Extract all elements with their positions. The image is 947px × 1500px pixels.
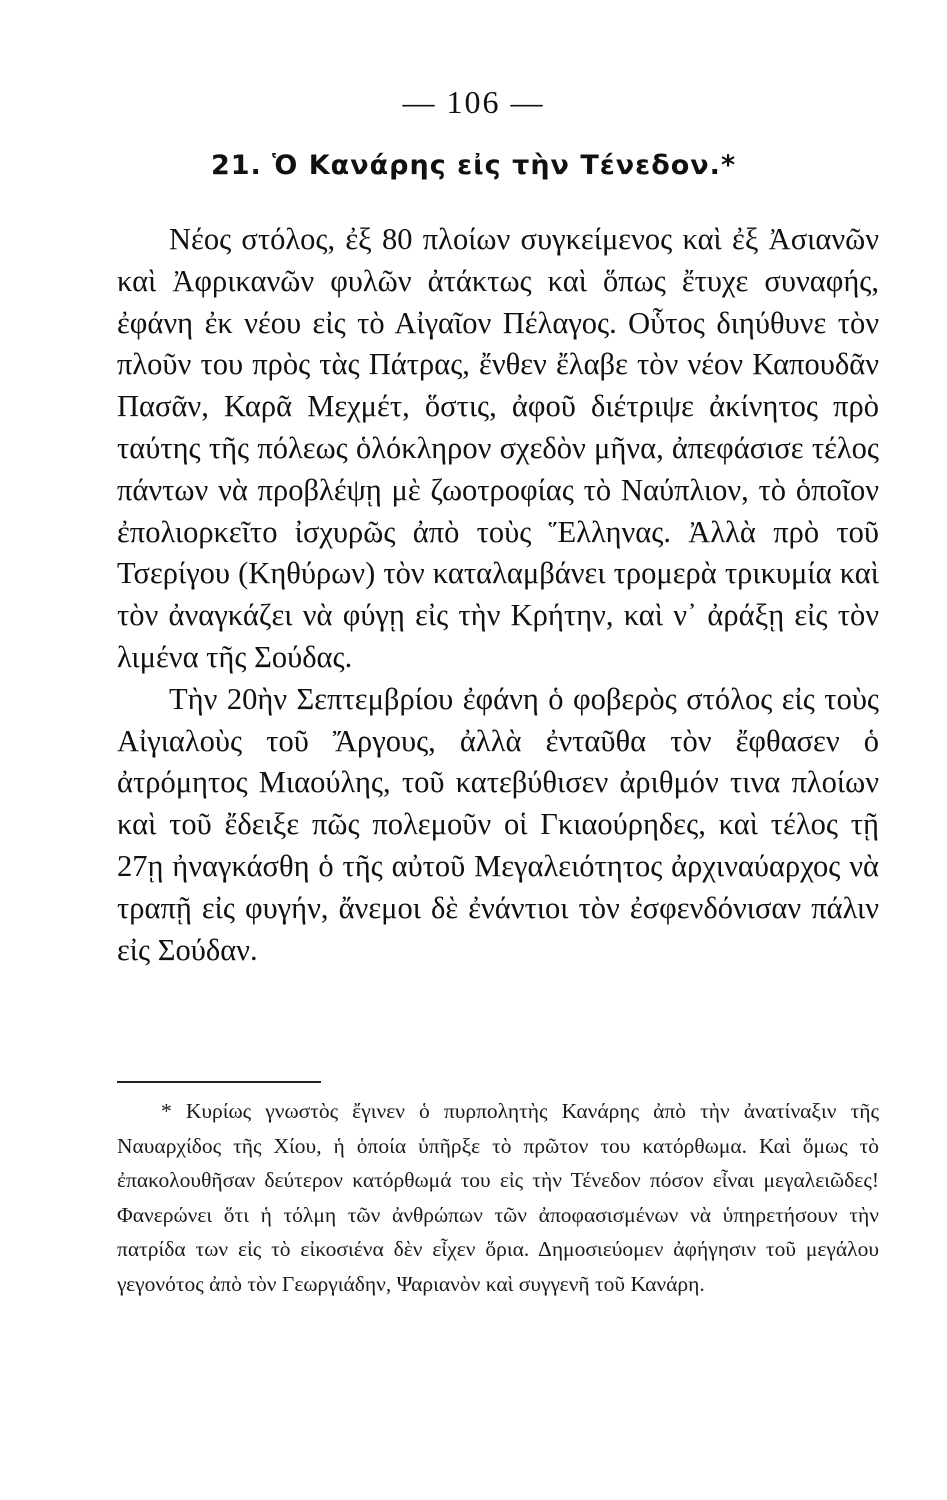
page-number: — 106 — — [402, 84, 545, 120]
body-text — [117, 219, 879, 971]
footnote-divider — [117, 1081, 321, 1083]
paragraph-2: Τὴν 20ὴν Σεπτεμβρίου ἐφάνη ὁ φοβερὸς στόλος εἰς τοὺς Αἰγιαλοὺς τοῦ Ἄργους, ἀλλὰ ἐνταῦθα τὸν ἔφθασεν ὁ ἀτρόμητος Μιαούλης, τοῦ κατεβύθισεν ἀριθμόν τινα πλοίων καὶ τοῦ ἔδειξε πῶς πολεμοῦν οἱ Γκιαούρηδες, καὶ τέλος τῇ 27ῃ ἠναγκάσθη ὁ τῆς αὐτοῦ Μεγαλειότητος ἀρχιναύαρχος νὰ τραπῇ εἰς φυγήν, ἄνεμοι δὲ ἐνάντιοι τὸν ἐσφενδόνισαν πάλιν εἰς Σούδαν. — [117, 681, 879, 967]
footnote: * Κυρίως γνωστὸς ἔγινεν ὁ πυρπολητὴς Κανάρης ἀπὸ τὴν ἀνατίναξιν τῆς Ναυαρχίδος τῆς Χίου, ἡ ὁποία ὑπῆρξε τὸ πρῶτον του κατόρθωμα. Καὶ ὅμως τὸ ἐπακολουθῆσαν δεύτερον κατόρθωμά του εἰς τὴν Τένεδον πόσον εἶναι μεγαλειῶδες! Φανερώνει ὅτι ἡ τόλμη τῶν ἀνθρώπων τῶν ἀποφασισμένων νὰ ὑπηρετήσουν τὴν πατρίδα των εἰς τὸ εἰκοσιένα δὲν εἶχεν ὅρια. Δημοσιεύομεν ἀφήγησιν τοῦ μεγάλου γεγονότος ἀπὸ τὸν Γεωργιάδην, Ψαριανὸν καὶ συγγενῆ τοῦ Κανάρη. — [117, 1099, 879, 1296]
paragraph-1: Νέος στόλος, ἐξ 80 πλοίων συγκείμενος καὶ ἐξ Ἀσιανῶν καὶ Ἀφρικανῶν φυλῶν ἀτάκτως καὶ ὅπως ἔτυχε συναφής, ἐφάνη ἐκ νέου εἰς τὸ Αἰγαῖον Πέλαγος. Οὗτος διηύθυνε τὸν πλοῦν του πρὸς τὰς Πάτρας, ἔνθεν ἔλαβε τὸν νέον Καπουδᾶν Πασᾶν, Καρᾶ Μεχμέτ, ὅστις, ἀφοῦ διέτριψε ἀκίνητος πρὸ ταύτης τῆς πόλεως ὁλόκληρον σχεδὸν μῆνα, ἀπεφάσισε τέλος πάντων νὰ προβλέψῃ μὲ ζωοτροφίας τὸ Ναύπλιον, τὸ ὁποῖον ἐπολιορκεῖτο ἰσχυρῶς ἀπὸ τοὺς Ἕλληνας. Ἀλλὰ πρὸ τοῦ Τσερίγου (Κηθύρων) τὸν καταλαμβάνει τρομερὰ τρικυμία καὶ τὸν ἀναγκάζει νὰ φύγῃ εἰς τὴν Κρήτην, καὶ ν᾽ ἀράξῃ εἰς τὸν λιμένα τῆς Σούδας. — [117, 222, 879, 674]
chapter-heading: 21. Ὁ Κανάρης εἰς τὴν Τένεδον.* — [210, 150, 737, 181]
